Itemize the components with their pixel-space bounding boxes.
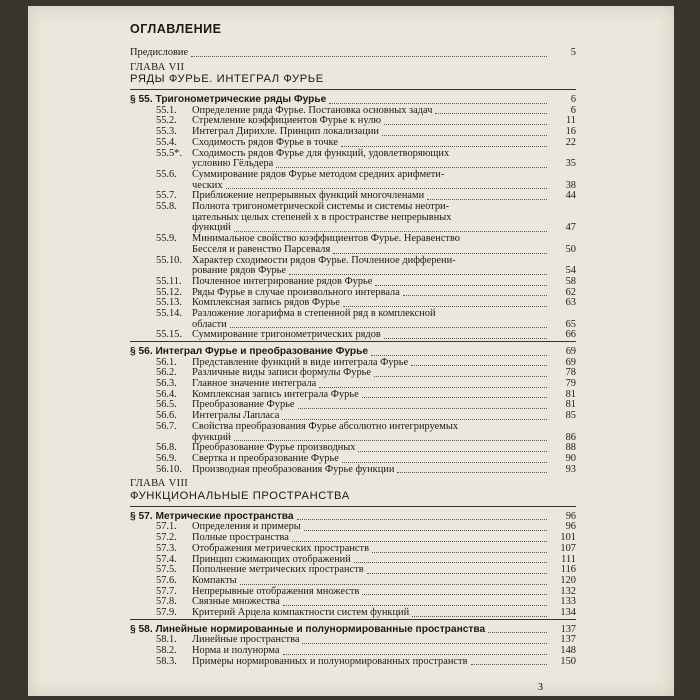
entry-text: Определения и примеры xyxy=(192,521,301,533)
entry-page: 65 xyxy=(565,318,576,330)
section-label: § 56. Интеграл Фурье и преобразование Фурье xyxy=(130,346,369,358)
entry-number: 55.4. xyxy=(156,136,177,148)
page-number: 3 xyxy=(538,682,543,693)
entry-number: 58.2. xyxy=(156,644,177,656)
entry-text: области xyxy=(192,318,227,330)
entry-text: Бесселя и равенство Парсеваля xyxy=(192,243,331,255)
entry-text: Сходимость рядов Фурье в точке xyxy=(192,136,338,148)
entry-page: 50 xyxy=(565,243,576,255)
leader-dots xyxy=(382,135,547,136)
entry-number: 55.7. xyxy=(156,190,177,202)
entry-text: Критерий Арцела компактности систем функций xyxy=(192,607,410,619)
entry-page: 133 xyxy=(560,596,576,608)
entry-text: Преобразование Фурье производных xyxy=(192,442,356,454)
entry-text: Стремление коэффициентов Фурье к нулю xyxy=(192,115,382,127)
table-of-contents xyxy=(130,20,576,667)
leader-dots xyxy=(471,664,548,665)
leader-dots xyxy=(362,594,547,595)
entry-number: 57.8. xyxy=(156,596,177,608)
entry-page: 54 xyxy=(565,265,576,277)
entry-text: Отображения метрических пространств xyxy=(192,542,369,554)
entry-page: 93 xyxy=(565,463,576,475)
entry-text: Принцип сжимающих отображений xyxy=(192,553,351,565)
entry-number: 55.14. xyxy=(156,308,182,320)
entry-text: Комплексная запись интеграла Фурье xyxy=(192,388,359,400)
section-divider xyxy=(130,341,576,342)
leader-dots xyxy=(240,584,547,585)
entry-text: Непрерывные отображения множеств xyxy=(192,585,360,597)
leader-dots xyxy=(367,573,547,574)
entry-number: 55.11. xyxy=(156,275,182,287)
leader-dots xyxy=(354,562,547,563)
entry-page: 120 xyxy=(560,574,576,586)
entry-number: 57.6. xyxy=(156,574,177,586)
entry-number: 55.2. xyxy=(156,115,177,127)
leader-dots xyxy=(319,387,547,388)
preface-page: 5 xyxy=(570,47,576,58)
entry-number: 55.1. xyxy=(156,104,177,116)
section-label: § 55. Тригонометрические ряды Фурье xyxy=(130,94,327,106)
leader-dots xyxy=(191,56,547,57)
entry-text: Интегралы Лапласа xyxy=(192,410,280,422)
entry-text: Характер сходимости рядов Фурье. Почленное дифферени- xyxy=(192,254,456,266)
entry-text: функций xyxy=(192,222,231,234)
entry-number: 56.5. xyxy=(156,399,177,411)
leader-dots xyxy=(375,285,547,286)
section-label: § 57. Метрические пространства xyxy=(130,510,294,522)
leader-dots xyxy=(358,451,547,452)
leader-dots xyxy=(234,440,547,441)
leader-dots xyxy=(403,295,547,296)
section-page: 96 xyxy=(565,510,576,522)
leader-dots xyxy=(302,643,547,644)
entry-text: Интеграл Дирихле. Принцип локализации xyxy=(192,126,379,138)
entry-text: Свойства преобразования Фурье абсолютно интегрируемых xyxy=(192,420,459,432)
entry-page: 85 xyxy=(565,410,576,422)
leader-dots xyxy=(329,103,547,104)
entry-page: 81 xyxy=(565,388,576,400)
entry-text: Норма и полунорма xyxy=(192,644,280,656)
entry-page: 81 xyxy=(565,399,576,411)
leader-dots xyxy=(282,419,547,420)
entry-page: 116 xyxy=(560,564,576,576)
entry-text: цательных целых степеней x в пространстве непрерывных xyxy=(192,211,452,223)
entry-text: Связные множества xyxy=(192,596,280,608)
entry-text: Полные пространства xyxy=(192,532,289,544)
entry-page: 90 xyxy=(565,453,576,464)
entry-page: 62 xyxy=(565,286,576,298)
entry-text: Компакты xyxy=(192,574,237,586)
section-label: § 58. Линейные нормированные и полунормированные пространства xyxy=(130,623,486,635)
chapter-label: ГЛАВА VII xyxy=(130,61,185,73)
section-divider xyxy=(130,506,576,507)
leader-dots xyxy=(292,541,547,542)
toc-title: ОГЛАВЛЕНИЕ xyxy=(130,22,222,36)
entry-text: Приближение непрерывных функций многочленами xyxy=(192,190,425,202)
entry-number: 56.4. xyxy=(156,388,177,400)
entry-page: 78 xyxy=(565,367,576,379)
leader-dots xyxy=(384,338,547,339)
entry-text: Ряды Фурье в случае произвольного интервала xyxy=(192,286,400,298)
entry-text: Полнота тригонометрической системы и системы неотри- xyxy=(192,201,450,213)
entry-page: 150 xyxy=(560,655,576,667)
entry-page: 22 xyxy=(565,136,576,148)
leader-dots xyxy=(488,632,547,633)
leader-dots xyxy=(371,355,547,356)
entry-page: 63 xyxy=(565,297,576,309)
toc-entry xyxy=(130,330,576,341)
entry-page: 111 xyxy=(561,553,576,565)
entry-number: 57.1. xyxy=(156,521,177,533)
leader-dots xyxy=(384,124,547,125)
entry-number: 56.1. xyxy=(156,356,177,368)
leader-dots xyxy=(234,231,547,232)
toc-entry xyxy=(130,544,576,555)
section-divider xyxy=(130,619,576,620)
entry-number: 58.3. xyxy=(156,655,177,667)
entry-number: 56.7. xyxy=(156,420,177,432)
leader-dots xyxy=(362,397,547,398)
entry-text: Разложение логарифма в степенной ряд в комплексной xyxy=(192,308,436,320)
entry-number: 55.9. xyxy=(156,233,177,245)
preface-label: Предисловие xyxy=(130,47,189,58)
entry-page: 16 xyxy=(565,126,576,138)
entry-page: 86 xyxy=(565,431,576,443)
entry-number: 56.3. xyxy=(156,378,177,390)
entry-page: 35 xyxy=(565,158,576,170)
leader-dots xyxy=(342,462,547,463)
entry-text: Преобразование Фурье xyxy=(192,399,295,411)
entry-page: 101 xyxy=(560,532,576,544)
entry-number: 57.5. xyxy=(156,564,177,576)
entry-number: 55.12. xyxy=(156,286,182,298)
entry-text: Представление функций в виде интеграла Фурье xyxy=(192,356,409,368)
leader-dots xyxy=(397,472,547,473)
section-heading xyxy=(130,94,576,106)
entry-number: 56.6. xyxy=(156,410,177,422)
entry-text: Минимальное свойство коэффициентов Фурье. Неравенство xyxy=(192,233,460,245)
chapter-title: ФУНКЦИОНАЛЬНЫЕ ПРОСТРАНСТВА xyxy=(130,489,350,502)
entry-number: 56.2. xyxy=(156,367,177,379)
entry-number: 55.5*. xyxy=(156,147,182,159)
toc-entry xyxy=(130,138,576,149)
entry-page: 11 xyxy=(565,115,576,127)
entry-page: 38 xyxy=(565,179,576,191)
section-page: 137 xyxy=(560,623,576,635)
entry-number: 56.9. xyxy=(156,453,177,464)
entry-page: 69 xyxy=(565,356,576,368)
leader-dots xyxy=(343,306,547,307)
entry-page: 47 xyxy=(565,222,576,234)
toc-entry xyxy=(130,422,576,433)
entry-number: 57.9. xyxy=(156,607,177,619)
entry-number: 58.1. xyxy=(156,634,177,646)
entry-text: Примеры нормированных и полунормированных пространств xyxy=(192,655,468,667)
entry-page: 6 xyxy=(570,104,576,116)
section-page: 6 xyxy=(570,94,576,106)
entry-text: Линейные пространства xyxy=(192,634,300,646)
leader-dots xyxy=(230,327,547,328)
book-page xyxy=(28,6,674,696)
preface-entry xyxy=(130,48,576,59)
entry-page: 107 xyxy=(560,542,576,554)
entry-number: 55.3. xyxy=(156,126,177,138)
leader-dots xyxy=(289,274,547,275)
entry-number: 57.2. xyxy=(156,532,177,544)
toc-entry xyxy=(130,608,576,619)
entry-text: Главное значение интеграла xyxy=(192,378,317,390)
entry-text: Производная преобразования Фурье функции xyxy=(192,463,395,475)
entry-text: Почленное интегрирование рядов Фурье xyxy=(192,275,373,287)
entry-number: 57.7. xyxy=(156,585,177,597)
entry-text: Пополнение метрических пространств xyxy=(192,564,364,576)
entry-number: 57.3. xyxy=(156,542,177,554)
entry-text: Сходимость рядов Фурье для функций, удовлетворяющих xyxy=(192,147,450,159)
leader-dots xyxy=(333,253,547,254)
leader-dots xyxy=(297,519,547,520)
entry-text: Различные виды записи формулы Фурье xyxy=(192,367,372,379)
section-heading xyxy=(130,346,576,358)
leader-dots xyxy=(283,605,547,606)
leader-dots xyxy=(374,376,547,377)
entry-page: 66 xyxy=(565,329,576,341)
entry-number: 55.13. xyxy=(156,297,182,309)
entry-number: 55.15. xyxy=(156,329,182,341)
entry-page: 132 xyxy=(560,585,576,597)
chapter-label: ГЛАВА VIII xyxy=(130,478,189,490)
entry-text: Суммирование рядов Фурье методом средних арифмети- xyxy=(192,168,445,180)
leader-dots xyxy=(283,654,547,655)
leader-dots xyxy=(412,616,547,617)
entry-number: 55.8. xyxy=(156,201,177,213)
leader-dots xyxy=(304,530,547,531)
leader-dots xyxy=(435,113,547,114)
toc-entry xyxy=(130,465,576,476)
entry-text: условию Гёльдера xyxy=(192,158,274,170)
leader-dots xyxy=(226,188,547,189)
entry-text: Суммирование тригонометрических рядов xyxy=(192,329,381,341)
entry-page: 58 xyxy=(565,275,576,287)
entry-text: Свертка и преобразование Фурье xyxy=(192,453,339,464)
entry-page: 137 xyxy=(560,634,576,646)
entry-number: 55.10. xyxy=(156,254,182,266)
entry-page: 148 xyxy=(560,644,576,656)
toc-entry-continuation xyxy=(130,245,576,256)
section-page: 69 xyxy=(565,346,576,358)
entry-page: 134 xyxy=(560,607,576,619)
entry-text: ческих xyxy=(192,179,223,191)
section-divider xyxy=(130,89,576,90)
leader-dots xyxy=(276,167,547,168)
leader-dots xyxy=(298,408,547,409)
leader-dots xyxy=(427,199,547,200)
entry-page: 88 xyxy=(565,442,576,454)
entry-text: рование рядов Фурье xyxy=(192,265,287,277)
entry-number: 56.8. xyxy=(156,442,177,454)
toc-entry xyxy=(130,657,576,668)
entry-number: 56.10. xyxy=(156,463,182,475)
leader-dots xyxy=(341,146,547,147)
entry-text: функций xyxy=(192,431,231,443)
leader-dots xyxy=(372,552,547,553)
entry-number: 57.4. xyxy=(156,553,177,565)
entry-text: Определение ряда Фурье. Постановка основных задач xyxy=(192,104,433,116)
entry-text: Комплексная запись рядов Фурье xyxy=(192,297,340,309)
entry-page: 44 xyxy=(565,190,576,202)
chapter-title: РЯДЫ ФУРЬЕ. ИНТЕГРАЛ ФУРЬЕ xyxy=(130,73,324,86)
leader-dots xyxy=(411,365,547,366)
entry-page: 96 xyxy=(565,521,576,533)
entry-page: 79 xyxy=(565,378,576,390)
entry-number: 55.6. xyxy=(156,168,177,180)
